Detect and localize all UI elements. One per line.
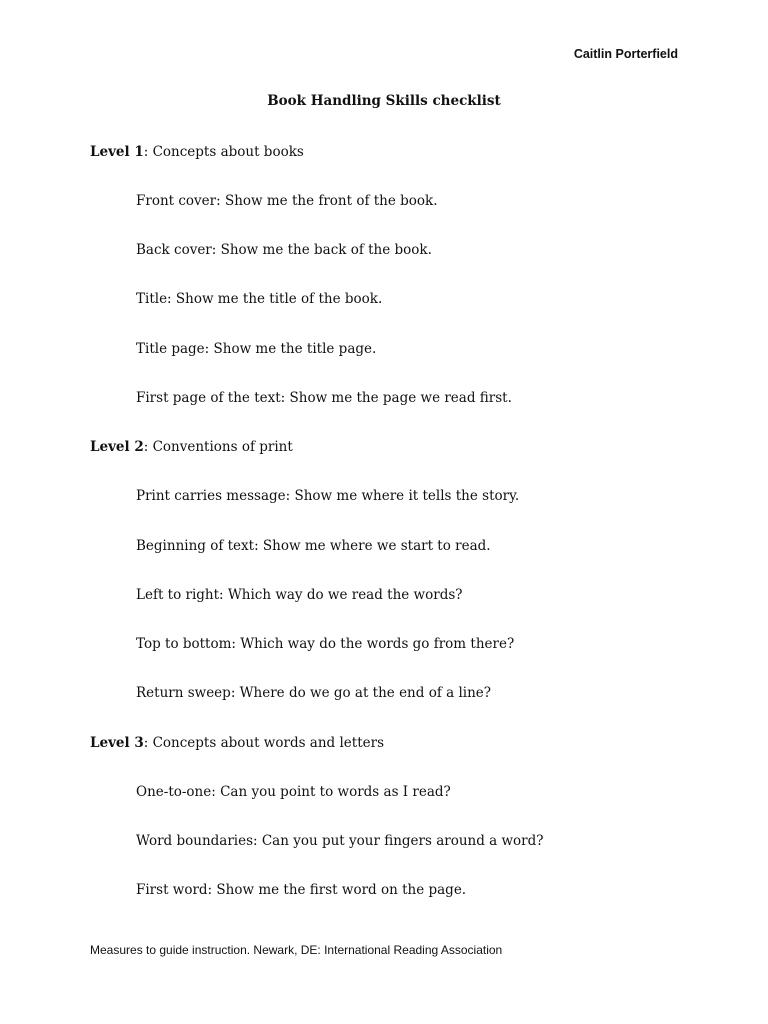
level-2-heading	[90, 438, 293, 456]
checklist-item: Title: Show me the title of the book.	[136, 291, 383, 307]
checklist-item: Back cover: Show me the back of the book.	[136, 242, 432, 258]
checklist-item: Title page: Show me the title page.	[136, 341, 377, 357]
level-2-label: Level 2	[90, 439, 144, 455]
checklist-item: Left to right: Which way do we read the words?	[136, 587, 463, 603]
checklist-item: First page of the text: Show me the page we read first.	[136, 390, 512, 406]
checklist-item: Print carries message: Show me where it tells the story.	[136, 488, 520, 504]
footer-citation: Measures to guide instruction. Newark, DE: International Reading Association	[90, 943, 503, 957]
level-1-label: Level 1	[90, 144, 144, 160]
checklist-item: One-to-one: Can you point to words as I read?	[136, 784, 451, 800]
checklist-item: Return sweep: Where do we go at the end of a line?	[136, 685, 492, 701]
author-name: Caitlin Porterfield	[573, 47, 678, 61]
level-3-topic: : Concepts about words and letters	[143, 735, 385, 751]
level-1-heading	[90, 143, 304, 161]
checklist-item: Front cover: Show me the front of the book.	[136, 193, 438, 209]
level-1-topic: : Concepts about books	[143, 144, 304, 160]
checklist-item: First word: Show me the first word on the page.	[136, 882, 467, 898]
checklist-item: Beginning of text: Show me where we start to read.	[136, 538, 491, 554]
level-3-label: Level 3	[90, 735, 144, 751]
document-title: Book Handling Skills checklist	[267, 93, 501, 109]
level-3-heading	[90, 734, 384, 752]
checklist-item: Top to bottom: Which way do the words go from there?	[136, 636, 515, 652]
level-2-topic: : Conventions of print	[143, 439, 293, 455]
checklist-item: Word boundaries: Can you put your fingers around a word?	[136, 833, 544, 849]
